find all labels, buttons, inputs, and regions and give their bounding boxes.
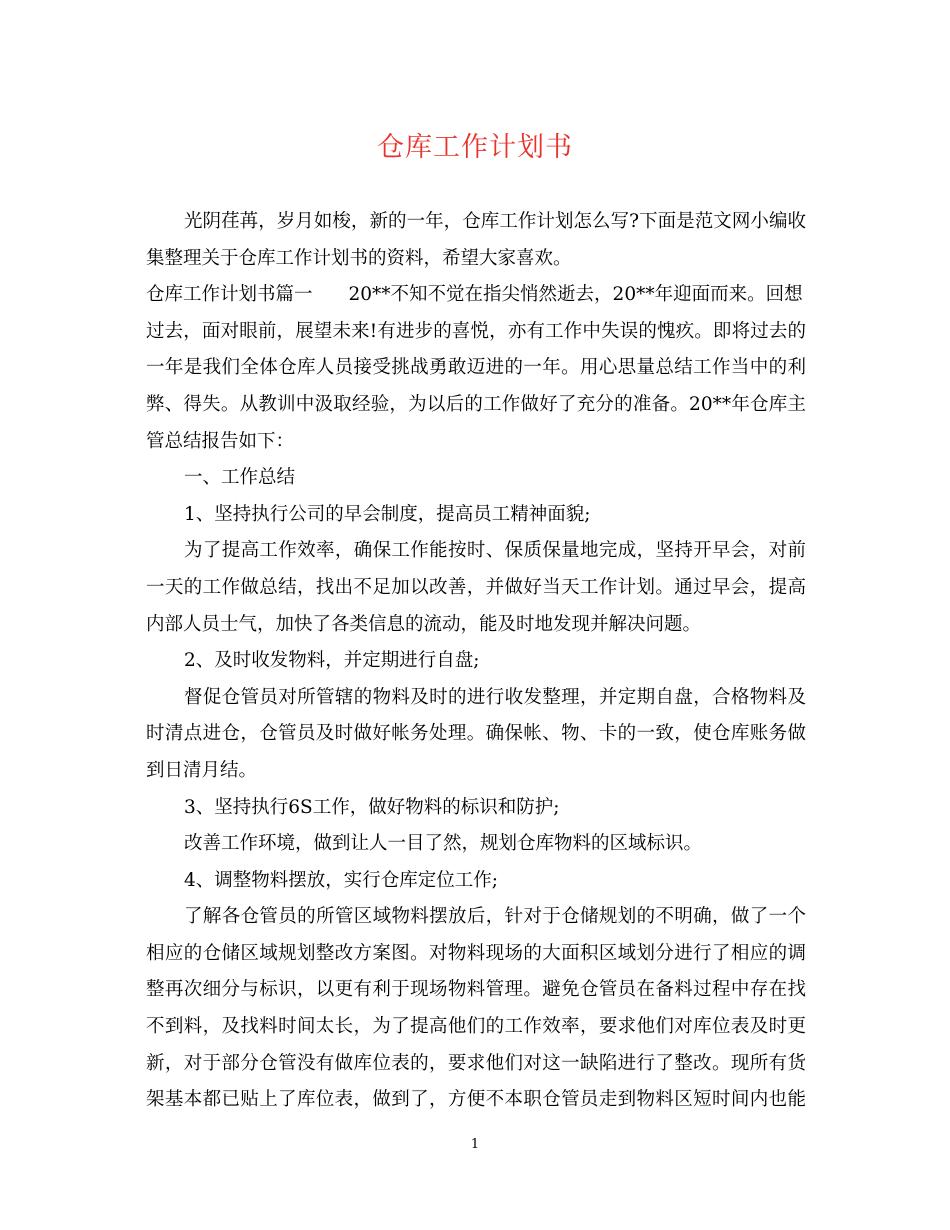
line-text: 到日清月结。: [146, 759, 258, 781]
line-text: 不到料，及找料时间太长，为了提高他们的工作效率，要求他们对库位表及时更: [146, 1016, 806, 1038]
section-heading: 仓库工作计划书篇一: [146, 284, 313, 306]
text-line: [146, 790, 806, 827]
line-text: 管总结报告如下：: [146, 430, 295, 452]
text-line: [146, 314, 806, 351]
text-line: [146, 497, 806, 534]
text-line: [146, 1009, 806, 1046]
document-body: [146, 204, 806, 1119]
line-text: 为了提高工作效率，确保工作能按时、保质保量地完成，坚持开早会，对前: [184, 540, 806, 562]
line-text: 一天的工作做总结，找出不足加以改善，并做好当天工作计划。通过早会，提高: [146, 576, 806, 598]
text-line: [146, 533, 806, 570]
text-line: [146, 643, 806, 680]
line-text: 光阴荏苒，岁月如梭，新的一年，仓库工作计划怎么写?下面是范文网小编收: [184, 211, 806, 232]
text-line: [146, 1046, 806, 1083]
text-line: [146, 277, 806, 314]
text-line: [146, 899, 806, 936]
line-text: 内部人员士气，加快了各类信息的流动，能及时地发现并解决问题。: [146, 613, 702, 635]
line-text: 过去，面对眼前，展望未来!有进步的喜悦，亦有工作中失误的愧疚。即将过去的: [146, 320, 806, 342]
text-line: [146, 936, 806, 973]
text-line: [146, 1082, 806, 1119]
line-text: 改善工作环境，做到让人一目了然，规划仓库物料的区域标识。: [184, 833, 703, 855]
page-number: 1: [470, 1137, 480, 1152]
text-line: [146, 826, 806, 863]
line-text: 督促仓管员对所管辖的物料及时的进行收发整理，并定期自盘，合格物料及: [184, 686, 806, 708]
text-line: [146, 753, 806, 790]
text-line: [146, 680, 806, 717]
text-line: [146, 241, 806, 278]
document-title: 仓库工作计划书: [377, 132, 573, 163]
line-text: 20**不知不觉在指尖悄然逝去，20**年迎面而来。回想: [348, 284, 803, 306]
text-line: [146, 204, 806, 241]
line-text: 新，对于部分仓管没有做库位表的，要求他们对这一缺陷进行了整改。现所有货: [146, 1052, 806, 1074]
text-line: [146, 424, 806, 461]
text-line: [146, 607, 806, 644]
line-text: 一、工作总结: [184, 467, 296, 489]
text-line: [146, 716, 806, 753]
text-line: [146, 972, 806, 1009]
line-text: 集整理关于仓库工作计划书的资料，希望大家喜欢。: [146, 247, 572, 269]
line-text: 一年是我们全体仓库人员接受挑战勇敢迈进的一年。用心思量总结工作当中的利: [146, 357, 806, 379]
line-text: 3、坚持执行6S工作，做好物料的标识和防护;: [184, 796, 560, 818]
text-line: [146, 863, 806, 900]
line-text: 整再次细分与标识，以更有利于现场物料管理。避免仓管员在备料过程中存在找: [146, 979, 806, 1001]
text-line: [146, 460, 806, 497]
line-text: 相应的仓储区域规划整改方案图。对物料现场的大面积区域划分进行了相应的调: [146, 942, 806, 964]
line-text: 时清点进仓，仓管员及时做好帐务处理。确保帐、物、卡的一致，使仓库账务做: [146, 723, 806, 745]
line-text: 4、调整物料摆放，实行仓库定位工作;: [184, 869, 499, 891]
text-line: [146, 570, 806, 607]
line-text: 弊、得失。从教训中汲取经验，为以后的工作做好了充分的准备。20**年仓库主: [146, 393, 806, 415]
line-text: 2、及时收发物料，并定期进行自盘;: [184, 650, 480, 672]
line-text: 1、坚持执行公司的早会制度，提高员工精神面貌;: [184, 503, 591, 525]
text-line: [146, 387, 806, 424]
line-text: 架基本都已贴上了库位表，做到了，方便不本职仓管员走到物料区短时间内也能: [146, 1089, 806, 1111]
line-text: 了解各仓管员的所管区域物料摆放后，针对于仓储规划的不明确，做了一个: [184, 906, 806, 928]
text-line: [146, 350, 806, 387]
